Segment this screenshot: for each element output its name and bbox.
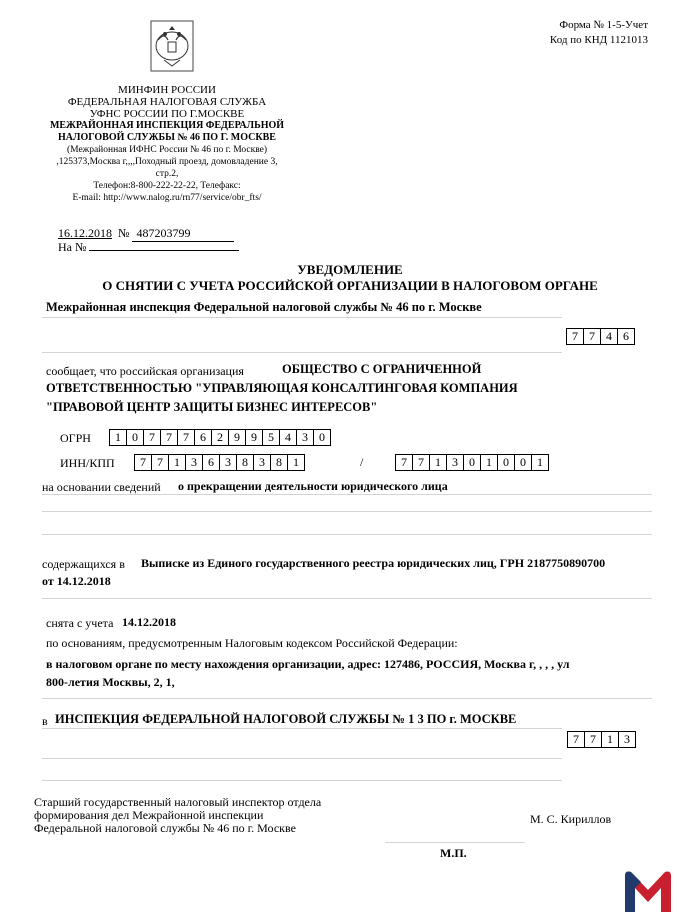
- position-line-3: Федеральной налоговой службы № 46 по г. Москве: [34, 821, 296, 835]
- code-digit: 7: [567, 731, 585, 748]
- kpp-cells: [396, 454, 549, 471]
- kpp-digit: 0: [514, 454, 532, 471]
- authority-header: [22, 84, 312, 204]
- inspection-line-1: МЕЖРАЙОННАЯ ИНСПЕКЦИЯ ФЕДЕРАЛЬНОЙ: [49, 120, 285, 131]
- code-digit: 6: [617, 328, 635, 345]
- ogrn-digit: 7: [160, 429, 178, 446]
- divider: [42, 728, 562, 729]
- russian-coat-of-arms-icon: [150, 20, 194, 72]
- code-digit: 1: [601, 731, 619, 748]
- contained-label: содержащихся в: [42, 557, 125, 571]
- kpp-digit: 1: [531, 454, 549, 471]
- divider: [42, 780, 562, 781]
- divider: [42, 352, 562, 353]
- ministry-line: МИНФИН РОССИИ: [118, 84, 216, 96]
- kpp-digit: 0: [497, 454, 515, 471]
- code-digit: 4: [600, 328, 618, 345]
- innkpp-label: ИНН/КПП: [60, 456, 115, 470]
- address-line: ,125373,Москва г,,,,Походный проезд, домовладение 3,: [56, 157, 278, 167]
- divider: [42, 511, 652, 512]
- signer-position: [34, 796, 321, 835]
- inn-digit: 1: [168, 454, 186, 471]
- ogrn-digit: 4: [279, 429, 297, 446]
- inn-digit: 3: [185, 454, 203, 471]
- address-line-2: стр.2,: [155, 169, 179, 179]
- org-name-line-1: ОБЩЕСТВО С ОГРАНИЧЕННОЙ: [282, 362, 482, 376]
- divider: [42, 317, 562, 318]
- ogrn-digit: 0: [126, 429, 144, 446]
- ogrn-label: ОГРН: [60, 431, 91, 445]
- ogrn-digit: 1: [109, 429, 127, 446]
- inn-digit: 8: [236, 454, 254, 471]
- org-name-line-3: "ПРАВОВОЙ ЦЕНТР ЗАЩИТЫ БИЗНЕС ИНТЕРЕСОВ": [46, 400, 378, 414]
- ogrn-digit: 7: [177, 429, 195, 446]
- org-prefix: сообщает, что российская организация: [46, 364, 244, 378]
- transfer-inspection-name: ИНСПЕКЦИЯ ФЕДЕРАЛЬНОЙ НАЛОГОВОЙ СЛУЖБЫ № 1 3 ПО г. МОСКВЕ: [55, 712, 517, 726]
- inn-digit: 3: [219, 454, 237, 471]
- ogrn-digit: 2: [211, 429, 229, 446]
- service-line: ФЕДЕРАЛЬНАЯ НАЛОГОВАЯ СЛУЖБА: [67, 96, 267, 108]
- email-line: E-mail: http://www.nalog.ru/rn77/service/obr_fts/: [72, 193, 262, 203]
- code-digit: 3: [618, 731, 636, 748]
- reference-label: На №: [58, 240, 87, 254]
- kpp-digit: 7: [412, 454, 430, 471]
- transfer-code-cells: [568, 731, 636, 748]
- title-line-1: УВЕДОМЛЕНИЕ: [297, 262, 403, 277]
- transfer-prefix: в: [42, 714, 48, 728]
- title-line-2: О СНЯТИИ С УЧЕТА РОССИЙСКОЙ ОРГАНИЗАЦИИ В НАЛОГОВОМ ОРГАНЕ: [102, 278, 598, 293]
- inn-digit: 8: [270, 454, 288, 471]
- kpp-digit: 1: [480, 454, 498, 471]
- ogrn-digit: 0: [313, 429, 331, 446]
- org-name-line-2: ОТВЕТСТВЕННОСТЬЮ "УПРАВЛЯЮЩАЯ КОНСАЛТИНГОВАЯ КОМПАНИЯ: [46, 381, 518, 395]
- kpp-digit: 0: [463, 454, 481, 471]
- doc-date: 16.12.2018: [58, 226, 112, 240]
- inspection-short-name: (Межрайонная ИФНС России № 46 по г. Москве): [66, 145, 268, 155]
- code-digit: 7: [566, 328, 584, 345]
- inspection-code-cells: [567, 328, 635, 345]
- phone-line: Телефон:8-800-222-22-22, Телефакс:: [93, 181, 241, 191]
- stamp-line: [385, 842, 525, 843]
- kpp-digit: 1: [429, 454, 447, 471]
- ogrn-cells: [110, 429, 331, 446]
- form-identifier: [550, 18, 648, 48]
- contained-value-1: Выписке из Единого государственного реестра юридических лиц, ГРН 2187750890700: [141, 556, 606, 570]
- location-line-1: в налоговом органе по месту нахождения организации, адрес: 127486, РОССИЯ, Москва г, , , , ул: [46, 657, 570, 671]
- basis-value: о прекращении деятельности юридического лица: [178, 479, 448, 493]
- reference-blank: [89, 240, 239, 251]
- signer-name: М. С. Кириллов: [530, 812, 612, 826]
- divider: [42, 494, 652, 495]
- stamp-label: М.П.: [440, 846, 467, 860]
- knd-code: Код по КНД 1121013: [549, 34, 648, 46]
- ogrn-digit: 6: [194, 429, 212, 446]
- document-title: [40, 262, 660, 294]
- inn-digit: 3: [253, 454, 271, 471]
- contained-value-2: от 14.12.2018: [42, 574, 111, 588]
- ogrn-digit: 3: [296, 429, 314, 446]
- ogrn-digit: 9: [228, 429, 246, 446]
- removed-label: снята с учета: [46, 616, 114, 630]
- inn-digit: 6: [202, 454, 220, 471]
- grounds-text: по основаниям, предусмотренным Налоговым кодексом Российской Федерации:: [46, 636, 458, 650]
- ogrn-digit: 9: [245, 429, 263, 446]
- inn-digit: 7: [134, 454, 152, 471]
- inn-kpp-slash: /: [360, 455, 364, 469]
- code-digit: 7: [584, 731, 602, 748]
- inn-digit: 7: [151, 454, 169, 471]
- basis-label: на основании сведений: [42, 480, 161, 494]
- form-name: Форма № 1-5-Учет: [559, 19, 648, 31]
- inspection-line-2: НАЛОГОВОЙ СЛУЖБЫ № 46 ПО Г. МОСКВЕ: [58, 132, 276, 143]
- removed-date: 14.12.2018: [122, 615, 176, 629]
- position-line-1: Старший государственный налоговый инспектор отдела: [34, 795, 322, 809]
- location-line-2: 800-летия Москвы, 2, 1,: [46, 675, 175, 689]
- position-line-2: формирования дел Межрайонной инспекции: [34, 808, 264, 822]
- inn-cells: [135, 454, 305, 471]
- divider: [42, 598, 652, 599]
- inspection-name: Межрайонная инспекция Федеральной налоговой службы № 46 по г. Москве: [46, 300, 482, 314]
- reference-number-row: [58, 240, 239, 255]
- m-logo-icon: [623, 868, 673, 914]
- doc-number: 487203799: [132, 226, 234, 242]
- ufns-line: УФНС РОССИИ ПО Г.МОСКВЕ: [89, 108, 245, 120]
- kpp-digit: 3: [446, 454, 464, 471]
- ogrn-digit: 7: [143, 429, 161, 446]
- number-sign: №: [118, 226, 130, 240]
- inn-digit: 1: [287, 454, 305, 471]
- ogrn-digit: 5: [262, 429, 280, 446]
- divider: [42, 698, 652, 699]
- divider: [42, 534, 652, 535]
- kpp-digit: 7: [395, 454, 413, 471]
- divider: [42, 758, 562, 759]
- code-digit: 7: [583, 328, 601, 345]
